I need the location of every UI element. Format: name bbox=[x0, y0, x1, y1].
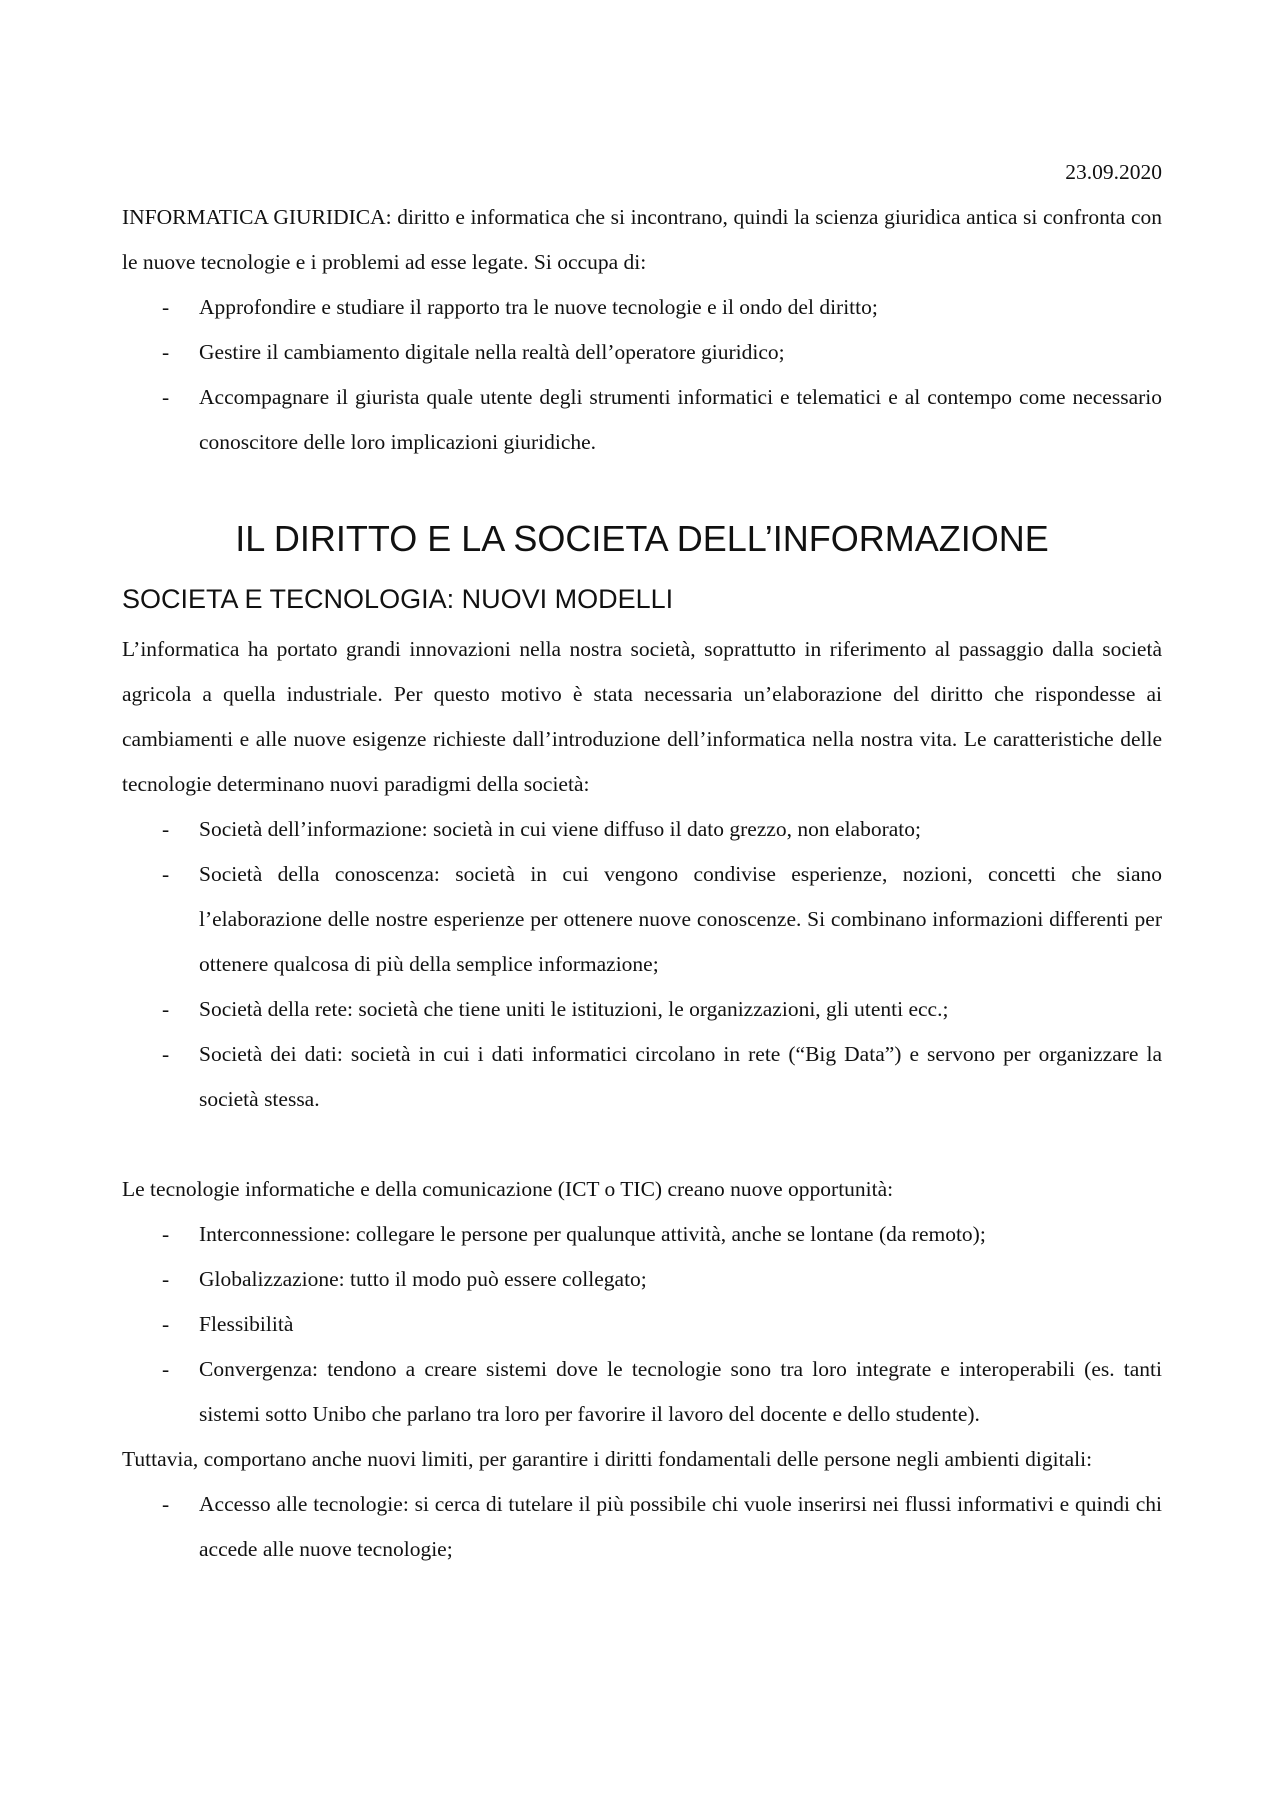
list-item-text: Globalizzazione: tutto il modo può essere collegato; bbox=[199, 1267, 647, 1291]
list-item bbox=[122, 807, 1162, 852]
intro-list bbox=[122, 285, 1162, 465]
dash-bullet: - bbox=[162, 1222, 170, 1246]
document-page bbox=[122, 150, 1162, 1572]
list-item-text: Approfondire e studiare il rapporto tra le nuove tecnologie e il ondo del diritto; bbox=[199, 295, 878, 319]
list-item-text: Gestire il cambiamento digitale nella realtà dell’operatore giuridico; bbox=[199, 340, 785, 364]
dash-bullet: - bbox=[162, 817, 170, 841]
list-item-text: Convergenza: tendono a creare sistemi dove le tecnologie sono tra loro integrate e interoperabili (es. tanti sistemi sotto Unibo che parlano tra loro per favorire il lavoro del docente e dello studente). bbox=[199, 1357, 1162, 1426]
document-date: 23.09.2020 bbox=[1065, 160, 1162, 184]
section2-paragraph: Le tecnologie informatiche e della comunicazione (ICT o TIC) creano nuove opportunità: bbox=[122, 1177, 894, 1201]
list-item bbox=[122, 1212, 1162, 1257]
dash-bullet: - bbox=[162, 385, 170, 409]
intro-paragraph: INFORMATICA GIURIDICA: diritto e informatica che si incontrano, quindi la scienza giuridica antica si confronta con le nuove tecnologie e i problemi ad esse legate. Si occupa di: bbox=[122, 205, 1162, 274]
list-item bbox=[122, 852, 1162, 987]
section1-paragraph: L’informatica ha portato grandi innovazioni nella nostra società, soprattutto in riferimento al passaggio dalla società agricola a quella industriale. Per questo motivo è stata necessaria un’elaborazione del diritto che rispondesse ai cambiamenti e alle nuove esigenze richieste dall’introduzione dell’informatica nella nostra vita. Le caratteristiche delle tecnologie determinano nuovi paradigmi della società: bbox=[122, 637, 1162, 796]
list-item bbox=[122, 1257, 1162, 1302]
list-item bbox=[122, 285, 1162, 330]
section3-list bbox=[122, 1482, 1162, 1572]
list-item-text: Società dell’informazione: società in cui viene diffuso il dato grezzo, non elaborato; bbox=[199, 817, 921, 841]
list-item bbox=[122, 1482, 1162, 1572]
list-item-text: Società della rete: società che tiene uniti le istituzioni, le organizzazioni, gli utenti ecc.; bbox=[199, 997, 949, 1021]
list-item bbox=[122, 1302, 1162, 1347]
dash-bullet: - bbox=[162, 340, 170, 364]
dash-bullet: - bbox=[162, 862, 170, 886]
blank-line bbox=[122, 1122, 1162, 1167]
dash-bullet: - bbox=[162, 295, 170, 319]
dash-bullet: - bbox=[162, 1312, 170, 1336]
list-item-text: Accompagnare il giurista quale utente degli strumenti informatici e telematici e al contempo come necessario conoscitore delle loro implicazioni giuridiche. bbox=[199, 385, 1162, 454]
dash-bullet: - bbox=[162, 1042, 170, 1066]
list-item-text: Società della conoscenza: società in cui vengono condivise esperienze, nozioni, concetti che siano l’elaborazione delle nostre esperienze per ottenere nuove conoscenze. Si combinano informazioni differenti per ottenere qualcosa di più della semplice informazione; bbox=[199, 862, 1162, 976]
dash-bullet: - bbox=[162, 1492, 170, 1516]
list-item bbox=[122, 330, 1162, 375]
list-item-text: Interconnessione: collegare le persone per qualunque attività, anche se lontane (da remoto); bbox=[199, 1222, 986, 1246]
section3-paragraph: Tuttavia, comportano anche nuovi limiti, per garantire i diritti fondamentali delle persone negli ambienti digitali: bbox=[122, 1447, 1093, 1471]
list-item bbox=[122, 1032, 1162, 1122]
list-item bbox=[122, 375, 1162, 465]
heading-2: SOCIETA E TECNOLOGIA: NUOVI MODELLI bbox=[122, 584, 674, 614]
dash-bullet: - bbox=[162, 1357, 170, 1381]
list-item bbox=[122, 1347, 1162, 1437]
list-item bbox=[122, 987, 1162, 1032]
list-item-text: Flessibilità bbox=[199, 1312, 294, 1336]
list-item-text: Accesso alle tecnologie: si cerca di tutelare il più possibile chi vuole inserirsi nei flussi informativi e quindi chi accede alle nuove tecnologie; bbox=[199, 1492, 1162, 1561]
section1-list bbox=[122, 807, 1162, 1122]
dash-bullet: - bbox=[162, 1267, 170, 1291]
section2-list bbox=[122, 1212, 1162, 1437]
heading-1: IL DIRITTO E LA SOCIETA DELL’INFORMAZIONE bbox=[235, 518, 1049, 559]
list-item-text: Società dei dati: società in cui i dati informatici circolano in rete (“Big Data”) e servono per organizzare la società stessa. bbox=[199, 1042, 1162, 1111]
dash-bullet: - bbox=[162, 997, 170, 1021]
